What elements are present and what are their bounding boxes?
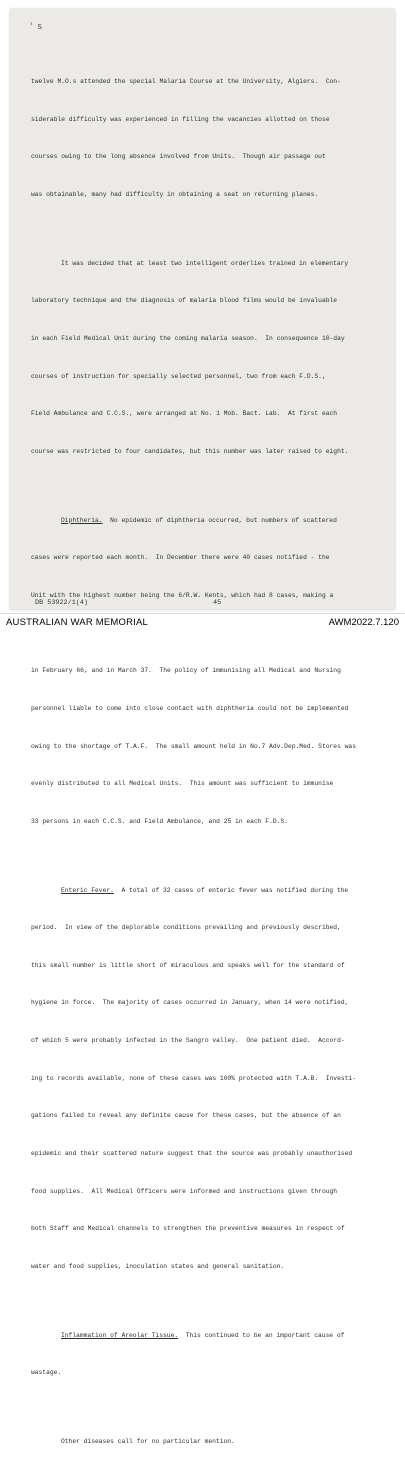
body-line: water and food supplies, inoculation states and general sanitation. <box>31 1262 285 1270</box>
section-diphtheria <box>31 515 389 528</box>
body-line: courses of instruction for specially selected personnel, two from each F.D.S., <box>31 372 326 380</box>
catalogue-id: AWM2022.7.120 <box>328 617 399 628</box>
body-line: courses owing to the long absence involved from Units. Though air passage out <box>31 153 326 161</box>
body-line: in each Field Medical Unit during the coming malaria season. In consequence 10-day <box>31 335 345 343</box>
heading-diphtheria: Diphtheria. <box>61 516 103 524</box>
document-body <box>31 51 389 1474</box>
body-line: evenly distributed to all Medical Units. This amount was sufficient to immunise <box>31 780 334 788</box>
body-line: was obtainable, many had difficulty in obtaining a seat on returning planes. <box>31 191 319 199</box>
body-line: gations failed to reveal any definite cause for these cases, but the absence of an <box>31 1112 341 1120</box>
body-line: 33 persons in each C.C.S. and Field Ambulance, and 25 in each F.D.S. <box>31 817 288 825</box>
section-enteric-fever <box>31 885 389 898</box>
source-label: AUSTRALIAN WAR MEMORIAL <box>6 617 149 628</box>
body-line: laboratory technique and the diagnosis of malaria blood films would be invaluable <box>31 297 338 305</box>
body-line: wastage. <box>31 1369 62 1377</box>
body-line: owing to the shortage of T.A.F. The small amount held in No.7 Adv.Dep.Med. Stores was <box>31 742 356 750</box>
body-line: Unit with the highest number being the 6/R.W. Kents, which had 8 cases, making a <box>31 591 334 599</box>
heading-areolar-tissue: Inflammation of Areolar Tissue. <box>61 1331 179 1339</box>
body-line: A total of 32 cases of enteric fever was notified during the <box>113 886 349 894</box>
body-line: both Staff and Medical channels to strengthen the preventive measures in respect of <box>31 1225 345 1233</box>
body-line: cases were reported each month. In December there were 40 cases notified - the <box>31 554 330 562</box>
body-line: No epidemic of diphtheria occurred, but numbers of scattered <box>102 516 337 524</box>
body-line: epidemic and their scattered nature suggest that the source was probably unauthorised <box>31 1150 353 1158</box>
footer-reference: DB 53922/1(4) <box>35 599 89 607</box>
body-line: of which 5 were probably infected in the Sangro valley. One patient died. Accord- <box>31 1037 345 1045</box>
body-line: personnel liable to come into close contact with diphtheria could not be implemented <box>31 704 349 712</box>
body-line: hygiene in force. The majority of cases occurred in January, when 14 were notified, <box>31 999 349 1007</box>
body-line: in February 66, and in March 37. The policy of immunising all Medical and Nursing <box>31 667 341 675</box>
header-mark: ' s <box>30 22 44 32</box>
body-line: This continued to be an important cause of <box>178 1331 345 1339</box>
body-line: period. In view of the deplorable conditions prevailing and previously described, <box>31 924 341 932</box>
body-line: this small number is little short of miraculous and speaks well for the standard of <box>31 961 345 969</box>
attribution-bar <box>0 613 405 654</box>
body-line: It was decided that at least two intelligent orderlies trained in elementary <box>61 259 349 267</box>
body-line: Other diseases call for no particular mention. <box>61 1438 235 1446</box>
body-line: food supplies. All Medical Officers were informed and instructions given through <box>31 1187 338 1195</box>
heading-enteric-fever: Enteric Fever. <box>61 886 114 894</box>
body-line: siderable difficulty was experienced in filling the vacancies allotted on those <box>31 115 330 123</box>
body-line: ing to records available, none of these cases was 100% protected with T.A.B. Investi- <box>31 1074 356 1082</box>
body-line: Field Ambulance and C.C.S., were arranged at No. 1 Mob. Bact. Lab. At first each <box>31 410 338 418</box>
body-line: course was restricted to four candidates, but this number was later raised to eight. <box>31 447 349 455</box>
body-line: twelve M.O.s attended the special Malaria Course at the University, Algiers. Con- <box>31 78 341 86</box>
section-areolar-tissue <box>31 1330 389 1343</box>
page-number: 45 <box>213 599 222 607</box>
